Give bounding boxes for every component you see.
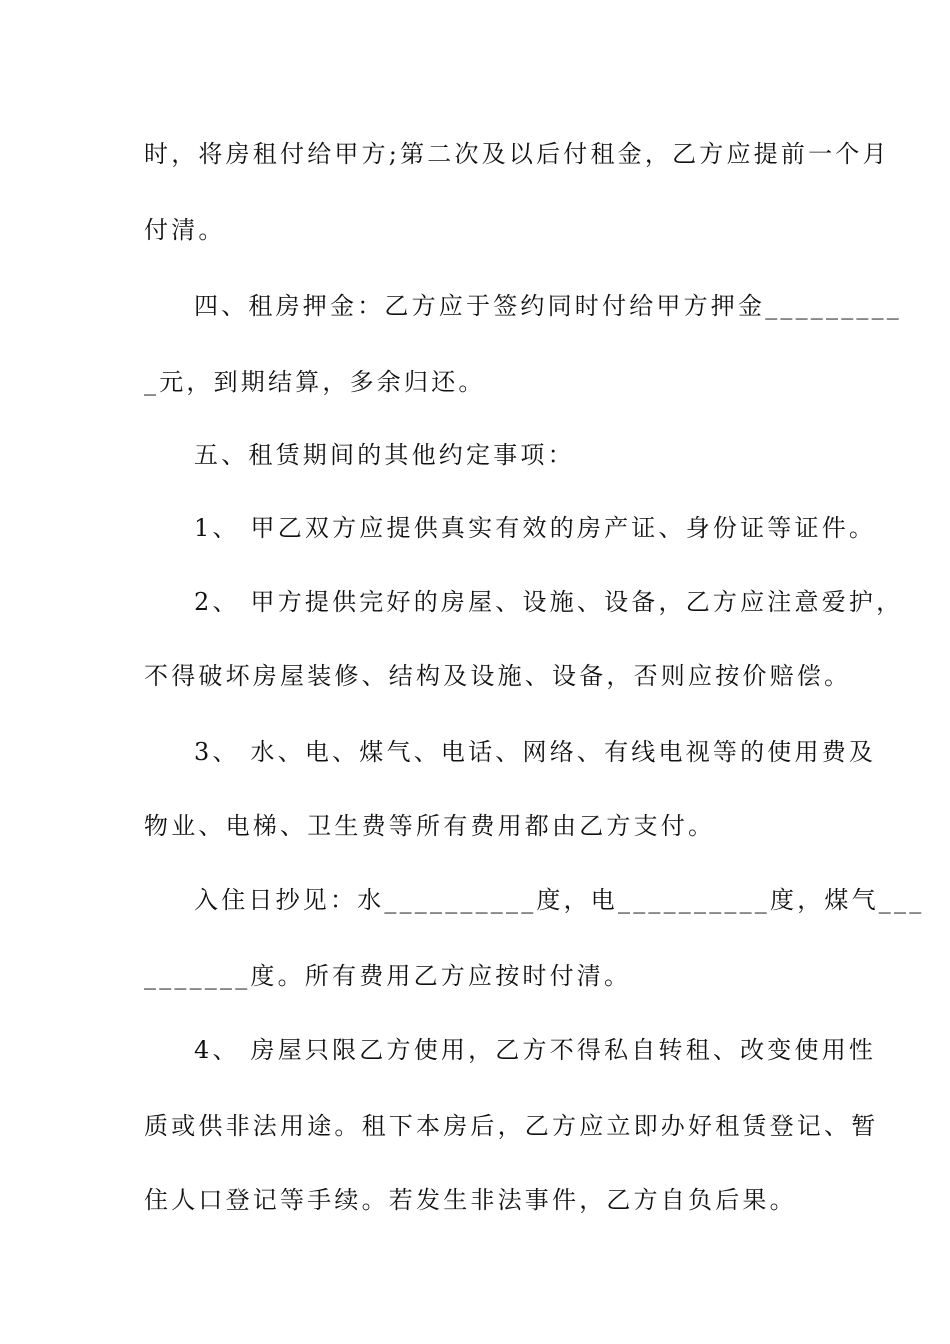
text-line-3: 四、租房押金：乙方应于签约同时付给甲方押金_________	[194, 292, 902, 320]
text-line-2: 付清。	[144, 216, 226, 244]
text-line-10: 物业、电梯、卫生费等所有费用都由乙方支付。	[144, 812, 716, 840]
text-line-5: 五、租赁期间的其他约定事项：	[194, 441, 575, 469]
text-line-7: 2、 甲方提供完好的房屋、设施、设备，乙方应注意爱护，	[194, 588, 904, 616]
text-line-12: _______度。所有费用乙方应按时付清。	[144, 962, 632, 990]
text-line-8: 不得破坏房屋装修、结构及设施、设备，否则应按价赔偿。	[144, 662, 852, 690]
text-line-15: 住人口登记等手续。若发生非法事件，乙方自负后果。	[144, 1186, 797, 1214]
text-line-4: _元，到期结算，多余归还。	[144, 368, 486, 396]
text-line-11: 入住日抄见：水__________度，电__________度，煤气___	[194, 886, 925, 914]
text-line-1: 时，将房租付给甲方;第二次及以后付租金，乙方应提前一个月	[144, 140, 890, 168]
text-line-13: 4、 房屋只限乙方使用，乙方不得私自转租、改变使用性	[194, 1036, 877, 1064]
text-line-6: 1、 甲乙双方应提供真实有效的房产证、身份证等证件。	[194, 514, 877, 542]
text-line-9: 3、 水、电、煤气、电话、网络、有线电视等的使用费及	[194, 738, 877, 766]
text-line-14: 质或供非法用途。租下本房后，乙方应立即办好租赁登记、暂	[144, 1112, 879, 1140]
